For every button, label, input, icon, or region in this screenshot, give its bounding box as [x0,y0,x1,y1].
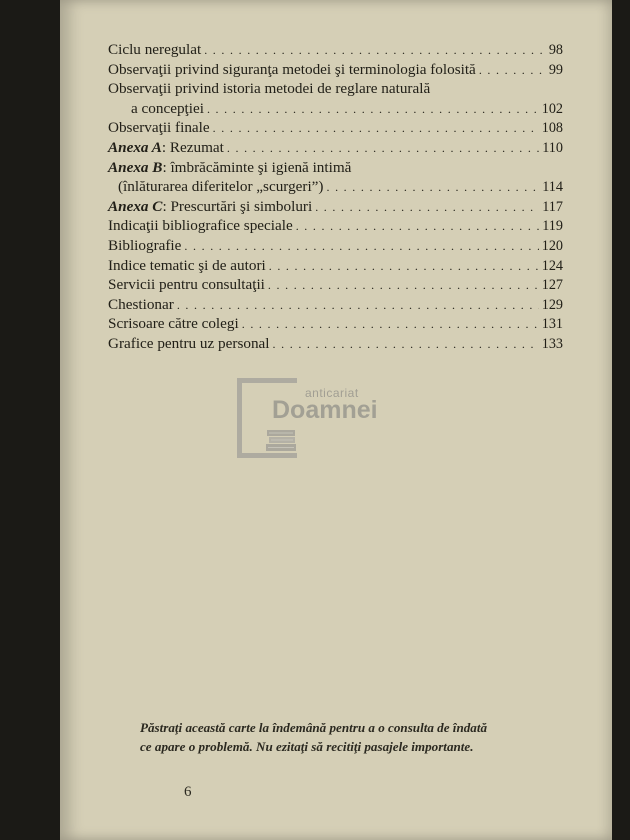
toc-page: 133 [541,335,563,352]
toc-leader [273,335,539,355]
toc-leader [268,276,539,296]
toc-leader [315,198,539,218]
toc-entry [108,216,563,236]
toc-title: Servicii pentru consultaţii [108,276,265,294]
watermark-logo [237,378,397,460]
toc-title: Bibliografie [108,236,182,254]
toc-entry [108,60,563,80]
toc-title: Chestionar [108,295,174,313]
watermark-brand-text: Doamnei [272,396,378,424]
reader-note [140,718,630,756]
toc-page: 117 [542,198,563,215]
table-of-contents [108,40,563,354]
toc-title: Grafice pentru uz personal [108,334,270,352]
note-line: Păstraţi această carte la îndemână pentru a o consulta de îndată [140,720,488,735]
toc-page: 127 [541,277,563,294]
books-icon [265,428,299,454]
watermark-small-text: anticariat [305,386,359,400]
toc-entry-annex [108,158,563,178]
toc-entry-continued [108,177,563,197]
toc-entry [108,256,563,276]
toc-leader [184,237,538,257]
toc-title: Scrisoare către colegi [108,315,239,333]
annex-label: Anexa A [108,138,162,156]
toc-leader [242,315,539,335]
toc-title: Observaţii finale [108,119,210,137]
toc-leader [227,139,539,159]
toc-page: 108 [541,120,563,137]
toc-leader [204,41,546,61]
toc-page: 119 [542,218,563,235]
toc-page: 98 [548,42,563,58]
toc-leader [213,119,539,139]
toc-title: Ciclu neregulat [108,41,202,58]
toc-entry [108,118,563,138]
annex-label: Anexa C [108,197,163,215]
toc-leader [296,217,540,237]
toc-title: Indice tematic şi de autori [108,256,266,274]
toc-title: : Rezumat [161,138,224,156]
toc-page: 131 [541,316,563,333]
toc-title: : îmbrăcăminte şi igienă intimă [162,158,352,176]
toc-title: a concepţiei [131,99,204,117]
toc-entry [108,236,563,256]
toc-title: Observaţii privind siguranţa metodei şi terminologia folosită [108,60,476,78]
toc-leader [269,257,539,277]
toc-entry [108,275,563,295]
toc-leader [177,296,539,316]
toc-entry-annex [108,138,563,158]
toc-leader [207,100,539,120]
toc-leader [479,61,546,81]
toc-page: 124 [541,257,563,274]
toc-entry [108,79,563,99]
toc-title: Indicaţii bibliografice speciale [108,217,293,235]
toc-page: 114 [542,179,563,196]
toc-entry-continued [108,99,563,119]
toc-page: 102 [541,100,563,117]
toc-entry [108,334,563,354]
page-number: 6 [184,784,192,800]
note-line: ce apare o problemă. Nu ezitaţi să recitiţi pasajele importante. [140,739,474,754]
toc-entry [108,40,563,60]
toc-page: 110 [542,139,563,156]
toc-entry [108,314,563,334]
toc-title: Observaţii privind istoria metodei de reglare naturală [108,80,431,98]
annex-label: Anexa B [108,158,163,176]
toc-title: (înlăturarea diferitelor „scurgeri”) [118,178,324,196]
toc-entry-annex [108,197,563,217]
toc-entry [108,295,563,315]
toc-page: 120 [541,237,563,254]
toc-title: : Prescurtări şi simboluri [162,197,313,215]
toc-page: 99 [548,61,563,78]
toc-page: 129 [541,296,563,313]
toc-leader [326,178,539,198]
